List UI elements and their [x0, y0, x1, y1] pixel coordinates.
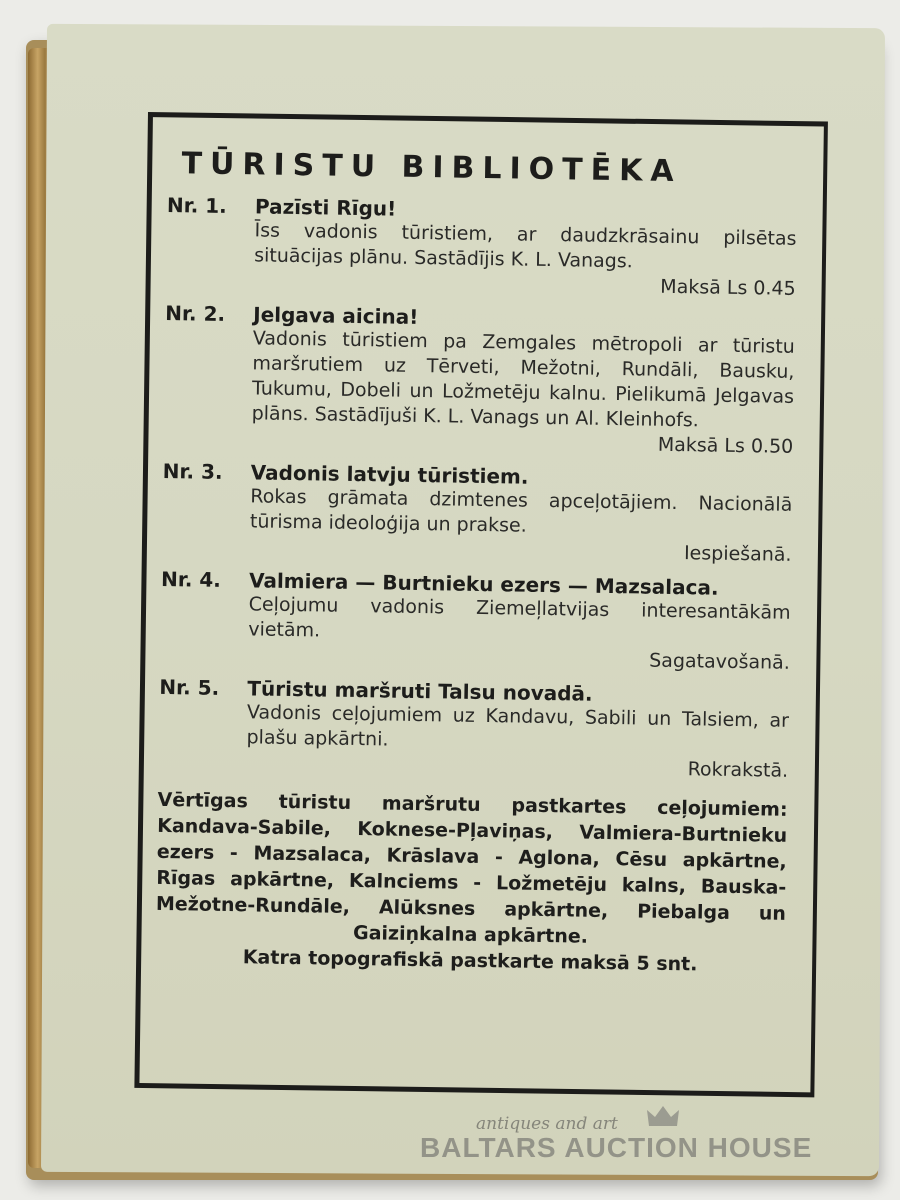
entry-title: Vadonis latvju tūristiem.: [250, 460, 529, 489]
entry-title: Tūristu maršruti Talsu novadā.: [247, 676, 593, 706]
catalog-entry-3: [161, 459, 792, 567]
entry-status: Iespiešanā.: [683, 542, 792, 566]
catalog-entry-4: [160, 567, 791, 675]
entry-description: [251, 326, 795, 435]
entry-description-text: Vadonis tūristiem pa Zemgales mētropoli ar tūristu maršrutiem uz Tērveti, Mežotni, Rundāli, Bausku, Tukumu, Dobeli un Ložmetēju kalnu. Pielikumā Jelgavas plāns. Sastādījuši K. L. Vanags un Al. Kleinhofs.: [251, 327, 795, 432]
entry-number: Nr. 5.: [159, 674, 220, 700]
watermark-tagline: antiques and art: [476, 1114, 618, 1134]
entry-price: Maksā Ls 0.45: [660, 275, 796, 300]
entry-description: Īss vadonis tūristiem, ar daudzkrāsainu pilsētas situācijas plānu. Sastādījis K. L. Vanags.: [253, 219, 797, 273]
entry-number: Nr. 2.: [165, 300, 226, 326]
entry-description: Ceļojumu vadonis Ziemeļlatvijas interesantākām vietām.: [248, 593, 791, 642]
postcard-price: Katra topografiskā pastkarte maksā 5 snt.: [242, 946, 698, 976]
entry-status: Sagatavošanā.: [649, 649, 791, 674]
entry-description: Rokas grāmata dzimtenes apceļotājiem. Nacionālā tūrisma ideoloģija un prakse.: [249, 485, 793, 537]
entry-number: Nr. 1.: [166, 192, 227, 218]
watermark-brand: BALTARS AUCTION HOUSE: [420, 1132, 813, 1163]
cover-text-block: [155, 138, 798, 977]
entry-title: Valmiera — Burtnieku ezers — Mazsalaca.: [248, 568, 719, 600]
entry-number: Nr. 4.: [160, 566, 222, 592]
entry-description: Vadonis ceļojumiem uz Kandavu, Sabili un Talsiem, ar plašu apkārtni.: [246, 701, 790, 751]
catalog-entry-1: [166, 193, 797, 301]
series-title: TŪRISTU BIBLIOTĒKA: [181, 146, 682, 190]
entry-status: Rokrakstā.: [687, 758, 789, 782]
postcards-paragraph: Vērtīgas tūristu maršrutu pastkartes ceļojumiem: Kandava-Sabile, Koknese-Pļaviņas, Valmiera-Burtnieku ezers - Mazsalaca, Krāslava - Aglona, Cēsu apkārtne, Rīgas apkārtne, Kalnciems - Ložmetēju kalns, Bauska-Mežotne-Rundāle, Alūksnes apkārtne, Piebalga un Gaiziņkalna apkārtne.: [155, 788, 788, 948]
catalog-entry-5: [158, 675, 789, 783]
catalog-entry-2: [163, 301, 795, 459]
entry-title: Jelgava aicina!: [253, 302, 419, 329]
entry-number: Nr. 3.: [162, 458, 223, 484]
entry-price: Maksā Ls 0.50: [657, 433, 794, 458]
crown-icon: [646, 1104, 680, 1130]
entry-title: Pazīsti Rīgu!: [254, 194, 397, 221]
